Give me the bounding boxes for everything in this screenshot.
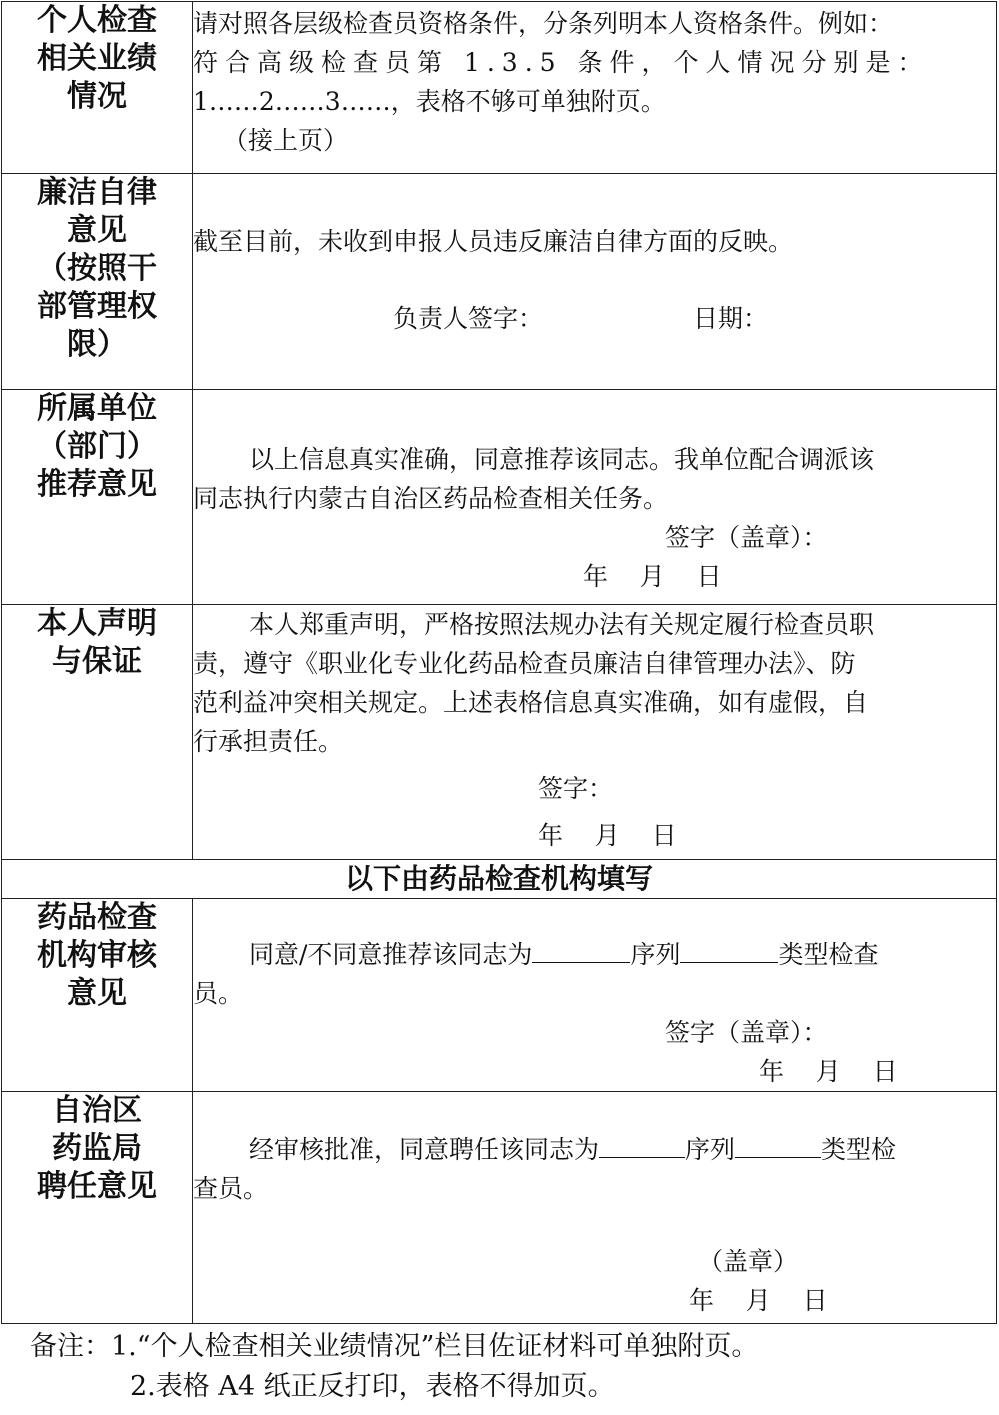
label-bureau-appointment xyxy=(2,1092,193,1324)
date-label: 年 月 日 xyxy=(538,821,677,850)
type-blank[interactable] xyxy=(735,1133,821,1158)
label-line: 限） xyxy=(67,327,127,362)
remarks xyxy=(30,1327,758,1407)
label-agency-review xyxy=(2,899,193,1092)
sign-seal-label: 签字（盖章）： xyxy=(665,523,828,552)
row-performance xyxy=(2,2,997,174)
sign-seal-label: 签字（盖章）： xyxy=(665,1018,828,1047)
continued-note: （接上页） xyxy=(223,126,349,155)
label-line: 意见 xyxy=(67,976,127,1011)
label-line: 推荐意见 xyxy=(37,467,157,502)
label-line: 情况 xyxy=(67,79,127,114)
declaration-line: 责，遵守《职业化专业化药品检查员廉洁自律管理办法》、防 xyxy=(193,649,856,678)
date-label: 年 月 日 xyxy=(689,1286,828,1315)
bureau-text-c: 类型检 xyxy=(821,1135,897,1164)
label-line: 廉洁自律 xyxy=(37,175,157,210)
label-line: 自治区 xyxy=(52,1093,142,1128)
label-declaration xyxy=(2,605,193,860)
remark-1: 备注：1.“个人检查相关业绩情况”栏目佐证材料可单独附页。 xyxy=(30,1331,759,1362)
bureau-content[interactable] xyxy=(193,1092,997,1324)
label-line: 药品检查 xyxy=(37,900,157,935)
label-line: 聘任意见 xyxy=(37,1169,157,1204)
row-divider xyxy=(2,860,997,899)
bureau-text-b: 序列 xyxy=(685,1135,736,1164)
unit-text-line: 以上信息真实准确，同意推荐该同志。我单位配合调派该 xyxy=(249,445,875,474)
agency-section-title: 以下由药品检查机构填写 xyxy=(2,860,997,899)
signature-line xyxy=(193,299,996,338)
inspector-application-form xyxy=(1,1,997,1324)
label-line: 部管理权 xyxy=(37,289,157,324)
type-blank[interactable] xyxy=(680,938,778,963)
bureau-text-d: 查员。 xyxy=(193,1174,269,1203)
date-label: 日期： xyxy=(693,304,769,333)
instruction-line: 符合高级检查员第 1.3.5 条件，个人情况分别是： xyxy=(193,48,930,77)
label-unit-recommendation xyxy=(2,390,193,605)
label-line: 本人声明 xyxy=(37,606,157,641)
agency-text-line xyxy=(193,935,996,974)
declaration-content[interactable] xyxy=(193,605,997,860)
remark-2: 2.表格 A4 纸正反打印，表格不得加页。 xyxy=(130,1371,615,1402)
date-label: 年 月 日 xyxy=(759,1057,898,1086)
row-unit-recommendation xyxy=(2,390,997,605)
bureau-text-line xyxy=(193,1130,996,1169)
row-bureau-appointment xyxy=(2,1092,997,1324)
bureau-text-a: 经审核批准，同意聘任该同志为 xyxy=(249,1135,600,1164)
label-line: 药监局 xyxy=(52,1131,142,1166)
label-line: 与保证 xyxy=(52,644,142,679)
agency-text-c: 类型检查 xyxy=(778,940,879,969)
signer-label: 负责人签字： xyxy=(393,304,544,333)
sequence-blank[interactable] xyxy=(532,938,630,963)
label-line: 意见 xyxy=(67,213,127,248)
instruction-line: 请对照各层级检查员资格条件，分条列明本人资格条件。例如： xyxy=(193,9,894,38)
performance-content[interactable] xyxy=(193,2,997,174)
instruction-line: 1……2……3……，表格不够可单独附页。 xyxy=(193,87,666,116)
label-line: 机构审核 xyxy=(37,938,157,973)
row-agency-review xyxy=(2,899,997,1092)
row-declaration xyxy=(2,605,997,860)
seal-label: （盖章） xyxy=(698,1247,799,1276)
sign-label: 签字： xyxy=(538,774,614,803)
agency-text-a: 同意/不同意推荐该同志为 xyxy=(249,940,533,969)
declaration-line: 行承担责任。 xyxy=(193,727,344,756)
row-integrity xyxy=(2,174,997,390)
agency-content[interactable] xyxy=(193,899,997,1092)
label-line: （按照干 xyxy=(37,251,157,286)
agency-text-b: 序列 xyxy=(630,940,681,969)
label-performance xyxy=(2,2,193,174)
integrity-text: 截至目前，未收到申报人员违反廉洁自律方面的反映。 xyxy=(193,227,794,256)
label-line: （部门） xyxy=(37,429,157,464)
label-line: 相关业绩 xyxy=(37,41,157,76)
declaration-line: 范利益冲突相关规定。上述表格信息真实准确，如有虚假，自 xyxy=(193,688,869,717)
unit-content[interactable] xyxy=(193,390,997,605)
declaration-line: 本人郑重声明，严格按照法规办法有关规定履行检查员职 xyxy=(249,610,875,639)
unit-text-line: 同志执行内蒙古自治区药品检查相关任务。 xyxy=(193,484,669,513)
label-line: 个人检查 xyxy=(37,3,157,38)
agency-text-d: 员。 xyxy=(193,979,244,1008)
integrity-content[interactable] xyxy=(193,174,997,390)
label-integrity xyxy=(2,174,193,390)
label-line: 所属单位 xyxy=(37,391,157,426)
date-label: 年 月 日 xyxy=(583,562,722,591)
sequence-blank[interactable] xyxy=(599,1133,685,1158)
